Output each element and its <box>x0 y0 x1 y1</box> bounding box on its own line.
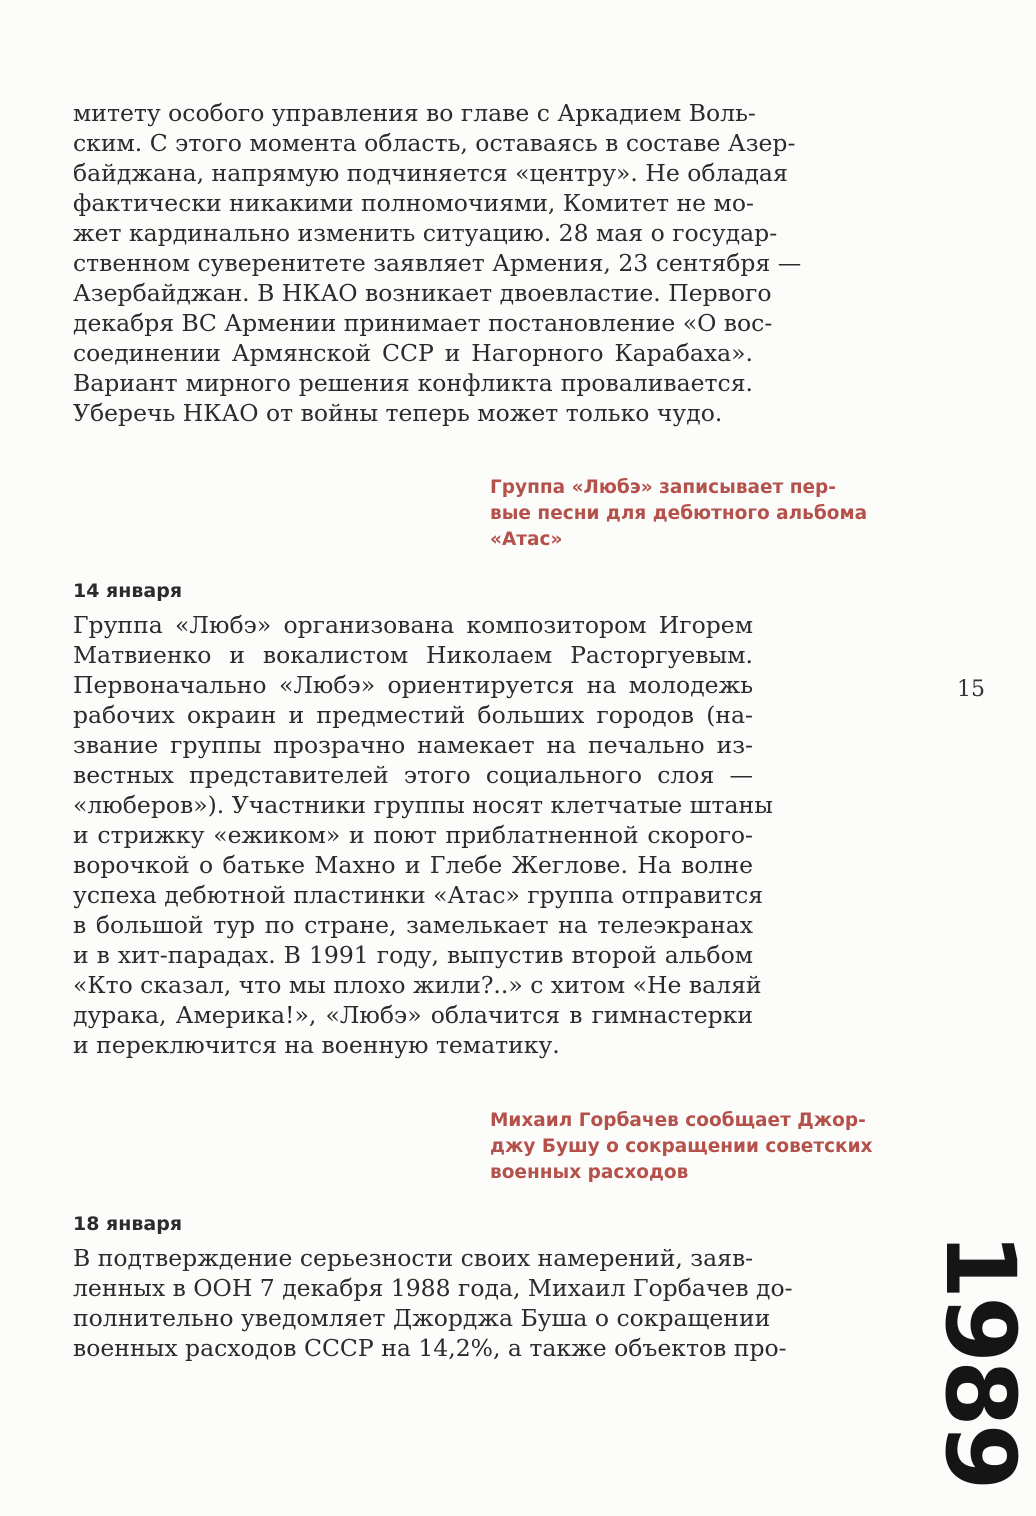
text-line: и стрижку «ежиком» и поют приблатненной скорого- <box>73 821 753 849</box>
text-line: Матвиенко и вокалистом Николаем Расторгуевым. <box>73 641 753 669</box>
text-line: рабочих окраин и предместий больших городов (на- <box>73 701 753 729</box>
text-line: в большой тур по стране, замелькает на телеэкранах <box>73 911 753 939</box>
sidenote-line: Группа «Любэ» записывает пер- <box>490 477 836 498</box>
text-line: «Кто сказал, что мы плохо жили?..» с хитом «Не валяй <box>73 971 762 999</box>
text-line: фактически никакими полномочиями, Комитет не мо- <box>73 189 754 217</box>
text-line: звание группы прозрачно намекает на печально из- <box>73 731 753 759</box>
body-paragraph-3 <box>73 1243 793 1363</box>
body-paragraph-1 <box>73 98 802 428</box>
text-line: «люберов»). Участники группы носят клетчатые штаны <box>73 791 773 819</box>
sidenote-2 <box>490 1108 890 1186</box>
text-line: дурака, Америка!», «Любэ» облачится в гимнастерки <box>73 1001 753 1029</box>
text-line: и в хит-парадах. В 1991 году, выпустив второй альбом <box>73 941 753 969</box>
sidenote-line: «Атас» <box>490 529 563 550</box>
sidenote-line: военных расходов <box>490 1162 689 1183</box>
sidenote-line: джу Бушу о сокращении советских <box>490 1136 873 1157</box>
sidenote-1 <box>490 475 890 553</box>
page-number: 15 <box>957 677 985 702</box>
date-heading-2: 18 января <box>73 1213 183 1235</box>
text-line: вестных представителей этого социального слоя — <box>73 761 753 789</box>
text-line: ским. С этого момента область, оставаясь в составе Азер- <box>73 129 796 157</box>
text-line: ленных в ООН 7 декабря 1988 года, Михаил Горбачев до- <box>73 1274 793 1302</box>
text-line: Первоначально «Любэ» ориентируется на молодежь <box>73 671 753 699</box>
text-line: Вариант мирного решения конфликта проваливается. <box>73 369 753 397</box>
sidenote-line: Михаил Горбачев сообщает Джор- <box>490 1110 866 1131</box>
text-line: Азербайджан. В НКАО возникает двоевластие. Первого <box>73 279 772 307</box>
text-line: военных расходов СССР на 14,2%, а также объектов про- <box>73 1334 787 1362</box>
year-label: 1989 <box>924 1232 1036 1488</box>
text-line: ворочкой о батьке Махно и Глебе Жеглове. На волне <box>73 851 753 879</box>
text-line: байджана, напрямую подчиняется «центру». Не обладая <box>73 159 788 187</box>
sidenote-line: вые песни для дебютного альбома <box>490 503 868 524</box>
text-line: жет кардинально изменить ситуацию. 28 мая о государ- <box>73 219 778 247</box>
body-paragraph-2 <box>73 610 773 1060</box>
text-line: митету особого управления во главе с Аркадием Воль- <box>73 99 756 127</box>
text-line: декабря ВС Армении принимает постановление «О вос- <box>73 309 773 337</box>
text-line: Группа «Любэ» организована композитором Игорем <box>73 611 753 639</box>
text-line: полнительно уведомляет Джорджа Буша о сокращении <box>73 1304 771 1332</box>
text-line: соединении Армянской ССР и Нагорного Карабаха». <box>73 339 753 367</box>
date-heading-1: 14 января <box>73 580 183 602</box>
text-line: и переключится на военную тематику. <box>73 1031 560 1059</box>
text-line: В подтверждение серьезности своих намерений, заяв- <box>73 1244 754 1272</box>
text-line: ственном суверенитете заявляет Армения, 23 сентября — <box>73 249 802 277</box>
text-line: успеха дебютной пластинки «Атас» группа отправится <box>73 881 764 909</box>
text-line: Уберечь НКАО от войны теперь может только чудо. <box>73 399 723 427</box>
